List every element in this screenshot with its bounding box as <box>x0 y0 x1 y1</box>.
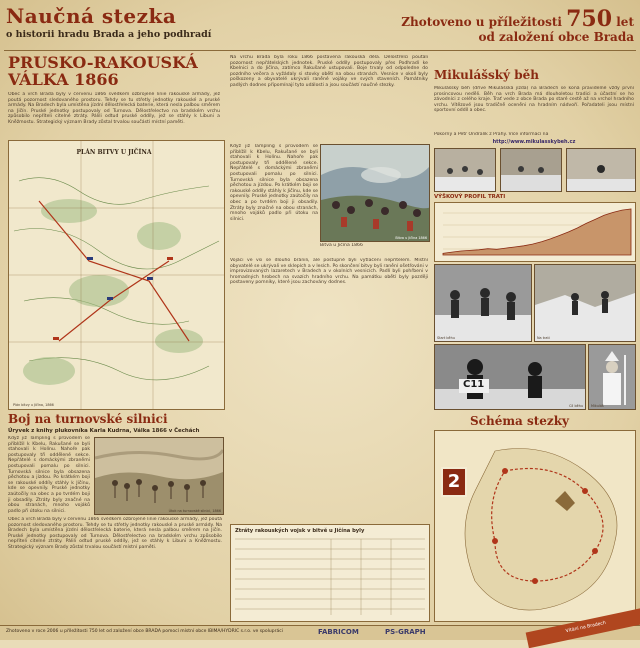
war-title-line-2: VÁLKA 1866 <box>8 70 119 89</box>
bib-number: C11 <box>463 379 485 390</box>
boj-subtitle: Úryvek z knihy plukovníka Karla Kudrna, Válka 1866 v Čechách <box>8 428 200 434</box>
losses-table <box>230 524 430 622</box>
middle-narrow-text: Když již Tampling s průvodem se přiblížil k Kbelu, Rakušané se byli stahovali k Holínu. Nahoře pak postupovaly tři oddělené sekce. Nepřátelé s domáckými zbraněmi postupovali pomalu po silnici. Turnovská silnice byla obsazena pěchotou a jízdou. Po krátkém boji se rakouské oddíly stáhly k Jičínu, kde se opevnily. Pruské jednotky zaútočily na obec a po tvrdém boji ji obsadily. Ztráty byly značné na obou stranách, mnoho vojáků padlo při útoku na silnici. <box>230 144 318 222</box>
boj-text: Když již Tampling s průvodem se přiblížil k Kbelu, Rakušané se byli stahovali k Holínu. Nahoře pak postupovaly tři oddělené sekce. Nepřátelé s domáckými zbraněmi postupovali pomalu po silnici. Turnovská silnice byla obsazena pěchotou a jízdou. Po krátkém boji se rakouské oddíly stáhly k Jičínu, kde se opevnily. Pruské jednotky zaútočily na obec a po tvrdém boji ji obsadily. Ztráty byly značné na obou stranách, mnoho vojáků padlo při útoku na silnici. <box>8 436 90 514</box>
battle-map <box>8 140 225 410</box>
trail-schema-drawing <box>435 431 635 621</box>
beh-title: Mikulášský běh <box>434 68 539 82</box>
beh-photo-finish <box>434 344 586 410</box>
beh-photo-runners <box>434 264 532 342</box>
header-divider <box>4 50 636 51</box>
beh-photo-1 <box>434 148 496 192</box>
header-right <box>304 6 634 44</box>
schema-title: Schéma stezky <box>470 414 570 428</box>
elevation-profile-chart <box>435 203 635 261</box>
trail-schema-map <box>434 430 636 622</box>
boj-title: Boj na turnovské silnici <box>8 412 168 426</box>
profile-title: VÝŠKOVÝ PROFIL TRATI <box>434 194 506 200</box>
anniversary-number: 750 <box>566 6 613 32</box>
sponsor-fabricom: FABRICOM <box>318 628 359 636</box>
beh-photo-trail <box>534 264 636 342</box>
corner-ribbon: Vítání na Bradech <box>526 608 640 648</box>
war-title-line-1: PRUSKO-RAKOUSKÁ <box>8 53 198 72</box>
boj-photo-caption: Útok na turnovské silnici, 1866 <box>168 509 221 513</box>
footer-text: Zhotoveno v roce 2006 u příležitosti 750 let od založení obce BRADA pomocí místní obce IBIMA/HYDRIC s.r.o. ve spolupráci <box>6 629 283 634</box>
middle-lower-text: Vojáci ve vsi se dlouho bránili, ale postupně byli vytlačeni nepřítelem. Místní obyvatelé se ukrývali ve sklepích a v lesích. Po skončení bitvy byli ranění ošetřováni v improvizovaných lazaretech v Bradech a v okolních vesnicích. Padlí byli pohřbeni v hromadných hrobech na svazích hradního vrchu. Na památku obětí byly později postaveny pomníky, které jsou zachovány dodnes. <box>230 258 428 286</box>
beh-photo-mikulas <box>588 344 636 410</box>
middle-top-text: Na vrchu Brada byla roku 1866 postavena rakouská děla. Dělostřelci poutali pozornost nepřátelských jednotek. Pruské oddíly postupovaly přes Podhradí ke Kbelnici a do Jičína, zatímco Rakušané ustupovali. Boje trvaly od odpoledne do pozdního večera a vyžádaly si stovky obětí na obou stranách. Vesnice v okolí byly poškozeny a obyvatelé ukrývali raněné vojáky ve svých staveních. Památníky padlých dodnes připomínají tyto události a jsou součástí naučné stezky. <box>230 55 428 88</box>
anniversary-prefix: Zhotoveno u příležitosti <box>401 15 562 29</box>
battle-map-drawing <box>9 141 224 409</box>
beh-thanks: Pokorný a Petr Ondralík z Prahy. Více informací na <box>434 132 549 137</box>
mikulas-caption: Mikuláš <box>591 404 604 408</box>
losses-table-title: Ztráty rakouských vojsk v bitvě u Jičína byly <box>235 528 365 534</box>
stop-number-badge: 2 <box>441 467 467 497</box>
beh-text: Mikulášský běh (dříve Mikulášská jízda) na Bradech se koná pravidelně vždy první prosincovou neděli. Běh na vrch Brada má dlouholetou tradici a účastní se ho závodníci z celého kraje. Trať vede z obce Brada po staré cestě až na vrchol hradního vrchu. Vítězové jsou tradičně oceněni na hradním nádvoří. Pořadateli jsou místní sportovní oddíl a obec. <box>434 86 634 114</box>
anniversary-line-2: od založení obce Brada <box>478 30 634 44</box>
page-subtitle: o historii hradu Brada a jeho podhradí <box>6 29 212 40</box>
boj-text-lower: Obec a vrch Brada byly v červenu 1866 svědkem ozbrojené linie rakouské armády, jež poutá pozornost sledovaného prostoru. Tehdy se tu střetly jednotky rakouské a pruské armády. Na Bradech byla umístěna jízdní dělostřelecká baterie, která nesla palbou směrem na Jičín. Pruské jednotky postupovaly od Turnova. Dělostřelectvo na bradském vrchu způsobilo nepříteli citelné ztráty. Pálili odtud pruské oddíly, jež se stáhly k Libuni a Kněžmostu. Strategický význam Brady zůstal trvalou součástí místní paměti. <box>8 517 222 550</box>
beh-photo-2 <box>500 148 562 192</box>
elevation-profile <box>434 202 636 262</box>
war-heading <box>8 55 223 88</box>
finish-caption: Cíl běhu <box>569 404 583 408</box>
beh-photo-3 <box>566 148 636 192</box>
painting-caption: Bitva u Jičína 1866 <box>395 236 427 240</box>
battle-painting <box>320 144 430 242</box>
map-title: PLÁN BITVY U JIČÍNA <box>76 149 152 156</box>
page-title: Naučná stezka <box>6 4 177 28</box>
runners-caption: Start běhu <box>437 336 455 340</box>
sponsor-psgraph: PS-GRAPH <box>385 628 426 636</box>
trail-caption: Na trati <box>537 336 550 340</box>
war-text: Obec a vrch Brada byly v červenu 1866 svědkem ozbrojené linie rakouské armády, jež poutá pozornost sledovaného prostoru. Tehdy se tu střetly jednotky rakouské a pruské armády. Na Bradech byla umístěna jízdní dělostřelecká baterie, která nesla palbou směrem na Jičín. Pruské jednotky postupovaly od Turnova. Dělostřelectvo na bradském vrchu způsobilo nepříteli citelné ztráty. Pálili odtud pruské oddíly, jež se stáhly k Libuni a Kněžmostu. Strategický význam Brady zůstal trvalou součástí místní paměti. <box>8 92 220 125</box>
map-caption: Plán bitvy u Jičína, 1866 <box>13 403 54 407</box>
header-left <box>6 4 226 40</box>
painting-text: Bitva u Jičína 1866 <box>320 243 363 248</box>
boj-illustration <box>94 437 224 515</box>
beh-link[interactable]: http://www.mikulasskybeh.cz <box>492 139 576 145</box>
losses-table-grid <box>231 525 429 621</box>
anniversary-line <box>304 6 634 32</box>
anniversary-suffix: let <box>616 15 634 29</box>
